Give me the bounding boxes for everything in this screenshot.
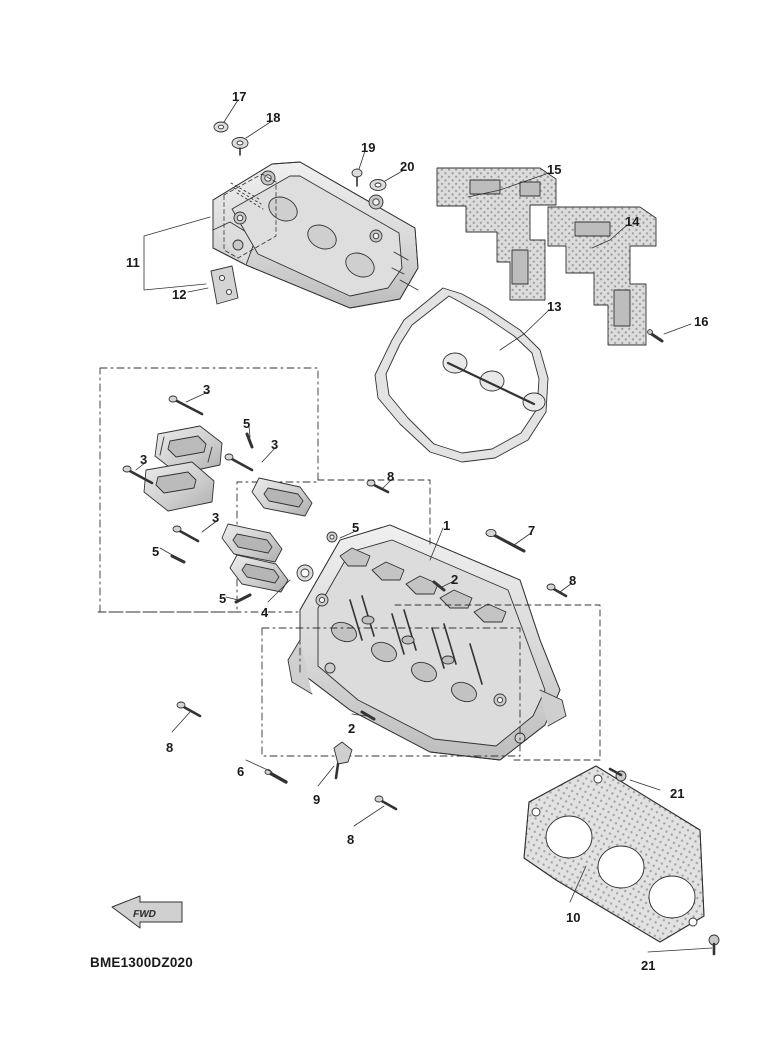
- bolt-3-d: [173, 526, 198, 541]
- callout-number: 4: [261, 605, 269, 620]
- sensor-9: [334, 742, 352, 778]
- callout-number: 21: [670, 786, 685, 801]
- dowel-5-c: [236, 595, 250, 602]
- bolt-3-b: [225, 454, 252, 470]
- callout-number: 12: [172, 287, 187, 302]
- dowel-5-a: [247, 434, 252, 447]
- dowel-5-d: [327, 532, 337, 542]
- callout-number: 3: [271, 437, 279, 452]
- cover-plate-12: [211, 266, 238, 304]
- callout-number: 8: [387, 469, 395, 484]
- gasket-15: [437, 168, 556, 300]
- callout-number: 5: [243, 416, 251, 431]
- callout-number: 3: [203, 382, 211, 397]
- callout-number: 9: [313, 792, 321, 807]
- fwd-direction-label: FWD: [131, 909, 157, 920]
- dowel-21-b: [709, 935, 719, 954]
- cylinder-head-cover: [213, 159, 418, 308]
- gasket-14: [548, 207, 656, 345]
- callout-number: 6: [237, 764, 245, 779]
- bolt-7: [486, 529, 524, 551]
- cam-cap-e: [230, 555, 288, 592]
- callout-number: 8: [166, 740, 174, 755]
- callout-number: 3: [140, 452, 148, 467]
- cylinder-head: [288, 525, 566, 760]
- ring-4: [297, 565, 313, 581]
- part-code-label: BME1300DZ020: [90, 955, 193, 970]
- cam-cap-d: [222, 524, 282, 562]
- bolt-18: [232, 138, 248, 156]
- callout-number: 16: [694, 314, 709, 329]
- callout-number: 19: [361, 140, 376, 155]
- callout-number: 18: [266, 110, 281, 125]
- callout-number: 11: [126, 255, 140, 270]
- callout-number: 1: [443, 518, 451, 533]
- callout-number: 20: [400, 159, 415, 174]
- callout-number: 2: [451, 572, 459, 587]
- callout-number: 8: [347, 832, 355, 847]
- callout-number: 2: [348, 721, 356, 736]
- callout-number: 5: [152, 544, 160, 559]
- callout-number: 13: [547, 299, 562, 314]
- clip-16: [648, 330, 662, 341]
- cam-cap-c: [252, 478, 312, 516]
- bolt-3-a: [169, 396, 202, 414]
- callout-number: 7: [528, 523, 536, 538]
- callout-number: 10: [566, 910, 581, 925]
- bolt-8-d: [375, 796, 396, 809]
- cam-cap-b: [144, 462, 214, 511]
- bolt-20: [370, 180, 386, 191]
- callout-number: 3: [212, 510, 220, 525]
- bolt-19: [352, 169, 362, 186]
- bolt-17: [214, 122, 228, 132]
- callout-number: 17: [232, 89, 247, 104]
- pin-6: [265, 770, 286, 782]
- callout-number: 5: [219, 591, 227, 606]
- callout-number: 15: [547, 162, 562, 177]
- callout-number: 14: [625, 214, 640, 229]
- callout-number: 8: [569, 573, 577, 588]
- dowel-5-b: [172, 556, 184, 562]
- callout-number: 21: [641, 958, 656, 973]
- head-cover-gasket-13: [375, 288, 548, 462]
- callout-number: 5: [352, 520, 360, 535]
